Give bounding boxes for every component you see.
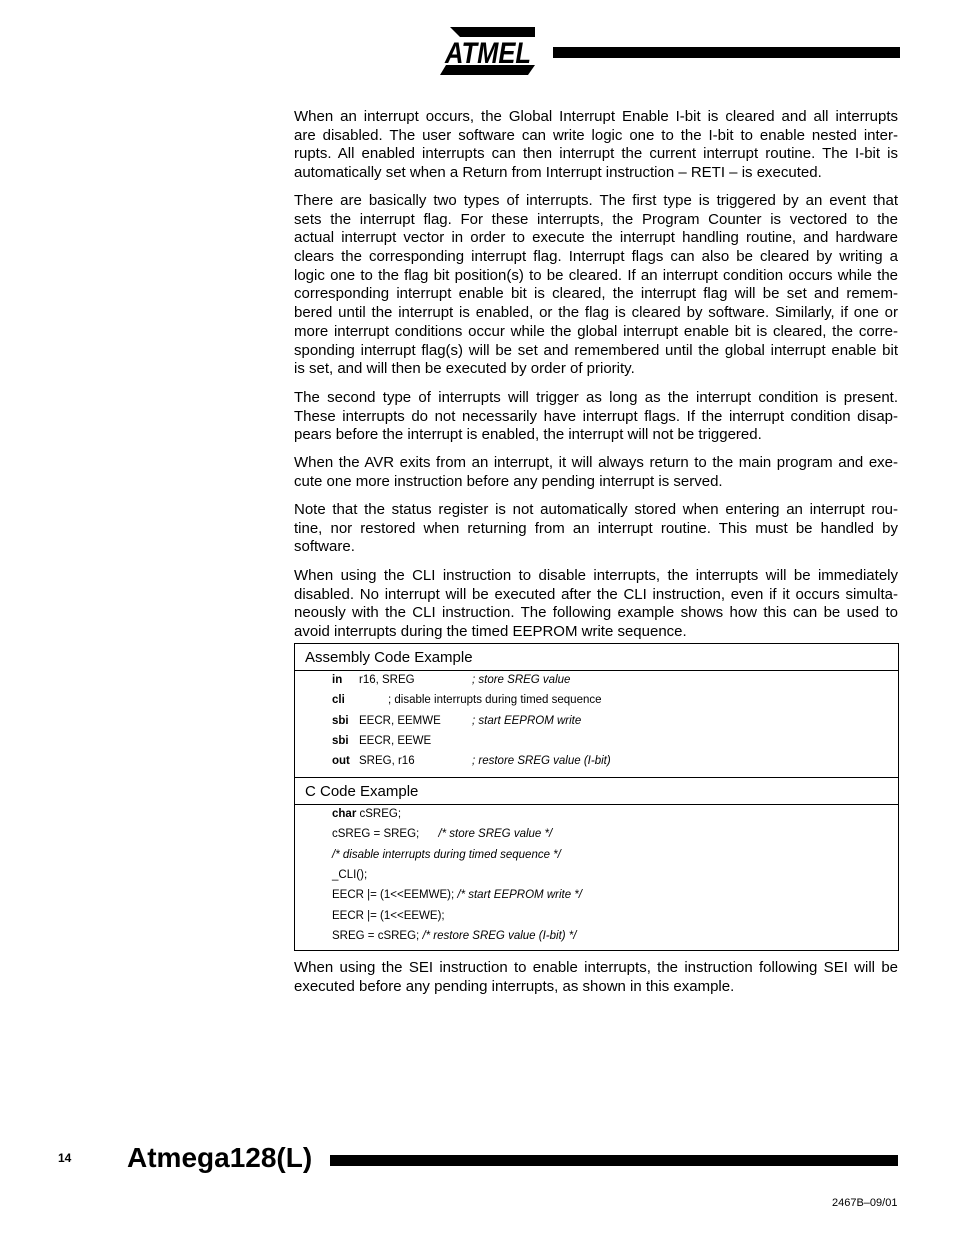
paragraph-line: When an interrupt occurs, the Global Interrupt Enable I-bit is cleared and all interrupts [294, 108, 898, 125]
body-paragraph [294, 454, 898, 491]
asm-mnemonic: out [332, 755, 350, 768]
paragraph-line: There are basically two types of interrupts. The first type is triggered by an event that [294, 192, 898, 209]
c-comment: /* restore SREG value (I-bit) */ [422, 929, 577, 942]
c-code: _CLI(); [332, 868, 368, 881]
paragraph-line: tine, nor restored when returning from an interrupt routine. This must be handled by [294, 519, 898, 537]
paragraph-line: clears the corresponding interrupt flag. Interrupt flags can also be cleared by writing a [294, 248, 898, 266]
header-rule [553, 47, 900, 58]
asm-mnemonic: sbi [332, 714, 349, 727]
svg-text:ATMEL: ATMEL [444, 37, 531, 70]
body-paragraph [294, 567, 898, 642]
paragraph-line: The second type of interrupts will trigger as long as the interrupt condition is present. [294, 389, 898, 406]
c-code-line [332, 804, 401, 824]
c-comment: /* start EEPROM write */ [457, 889, 582, 902]
paragraph-line: avoid interrupts during the timed EEPROM write sequence. [294, 623, 687, 641]
paragraph-line: pears before the interrupt is enabled, the interrupt will not be triggered. [294, 426, 762, 444]
atmel-logo [438, 27, 538, 77]
paragraph-line: rupts. All enabled interrupts can then interrupt the current interrupt routine. The I-bit is [294, 145, 898, 163]
footer-title: Atmega128(L) [127, 1142, 313, 1173]
asm-code-line [295, 751, 898, 771]
paragraph-line: disabled. No interrupt will be executed after the CLI instruction, even if it occurs simulta- [294, 585, 898, 603]
c-comment: /* disable interrupts during timed sequence */ [332, 848, 561, 861]
asm-comment: ; start EEPROM write [472, 714, 582, 727]
c-code: EECR |= (1<<EEWE); [332, 909, 445, 922]
paragraph-line: corresponding interrupt enable bit is cleared, the interrupt flag will be set and remem- [294, 285, 898, 303]
c-code: SREG = cSREG; [332, 929, 420, 942]
code-example-table [294, 643, 899, 951]
c-code: EECR |= (1<<EEMWE); [332, 889, 455, 902]
asm-operands: EECR, EEMWE [359, 714, 441, 727]
c-code-line [332, 906, 445, 926]
paragraph-line: When using the SEI instruction to enable interrupts, the instruction following SEI will be [294, 959, 898, 976]
asm-operands: SREG, r16 [359, 755, 415, 768]
asm-code-line [295, 711, 898, 731]
asm-comment: ; store SREG value [472, 674, 571, 686]
paragraph-line: automatically set when a Return from Interrupt instruction – RETI – is executed. [294, 164, 822, 182]
paragraph-line: executed before any pending interrupts, as shown in this example. [294, 977, 735, 995]
document-code: 2467B–09/01 [832, 1197, 898, 1209]
asm-example-title: Assembly Code Example [295, 644, 898, 671]
asm-mnemonic: sbi [332, 734, 349, 747]
c-code-line [332, 926, 576, 946]
paragraph-line: Note that the status register is not automatically stored when entering an interrupt rou- [294, 501, 898, 518]
body-paragraph [294, 501, 898, 557]
paragraph-line: software. [294, 538, 355, 556]
body-paragraph [294, 389, 898, 445]
asm-comment: ; restore SREG value (I-bit) [472, 755, 611, 768]
c-kw: char [332, 808, 357, 820]
paragraph-line: sets the interrupt flag. For these interrupts, the Program Counter is vectored to the [294, 210, 898, 228]
c-code-line [332, 865, 367, 885]
asm-mnemonic: in [332, 674, 343, 686]
c-code: cSREG; [356, 808, 402, 820]
paragraph-line: more interrupt conditions occur while the global interrupt enable bit is cleared, the corre- [294, 322, 898, 340]
paragraph-line: sponding interrupt flag(s) will be set and remembered until the global interrupt enable bit [294, 341, 898, 359]
body-paragraph [294, 959, 898, 996]
paragraph-line: logic one to the flag bit position(s) to be cleared. If an interrupt condition occurs while the [294, 266, 898, 284]
asm-code-line [295, 731, 898, 751]
paragraph-line: neously with the CLI instruction. The following example shows how this can be used to [294, 604, 898, 622]
c-comment: /* store SREG value */ [438, 828, 553, 841]
c-code-line [332, 824, 552, 844]
asm-code-line [295, 690, 898, 710]
paragraph-line: is set, and will then be executed by order of priority. [294, 360, 635, 378]
paragraph-line: When the AVR exits from an interrupt, it will always return to the main program and exe- [294, 454, 898, 471]
paragraph-line: actual interrupt vector in order to execute the interrupt handling routine, and hardware [294, 229, 898, 247]
footer-rule [330, 1155, 898, 1166]
page-number: 14 [58, 1151, 72, 1165]
asm-comment: ; disable interrupts during timed sequence [388, 694, 602, 707]
paragraph-line: bered until the interrupt is enabled, or the flag is cleared by software. Similarly, if one or [294, 304, 898, 322]
body-paragraph [294, 108, 898, 183]
asm-operands: r16, SREG [359, 674, 415, 686]
asm-operands: EECR, EEWE [359, 734, 432, 747]
paragraph-line: These interrupts do not necessarily have interrupt flags. If the interrupt condition disap- [294, 407, 898, 425]
body-paragraph [294, 192, 898, 379]
paragraph-line: are disabled. The user software can write logic one to the I-bit to enable nested inter- [294, 126, 898, 144]
c-code-line [332, 845, 561, 865]
paragraph-line: cute one more instruction before any pending interrupt is served. [294, 472, 723, 490]
c-example-title: C Code Example [295, 777, 898, 805]
asm-code-line [295, 670, 898, 690]
paragraph-line: When using the CLI instruction to disable interrupts, the interrupts will be immediately [294, 567, 898, 584]
c-code-line [332, 885, 582, 905]
asm-mnemonic: cli [332, 694, 345, 707]
c-code: cSREG = SREG; [332, 828, 420, 841]
